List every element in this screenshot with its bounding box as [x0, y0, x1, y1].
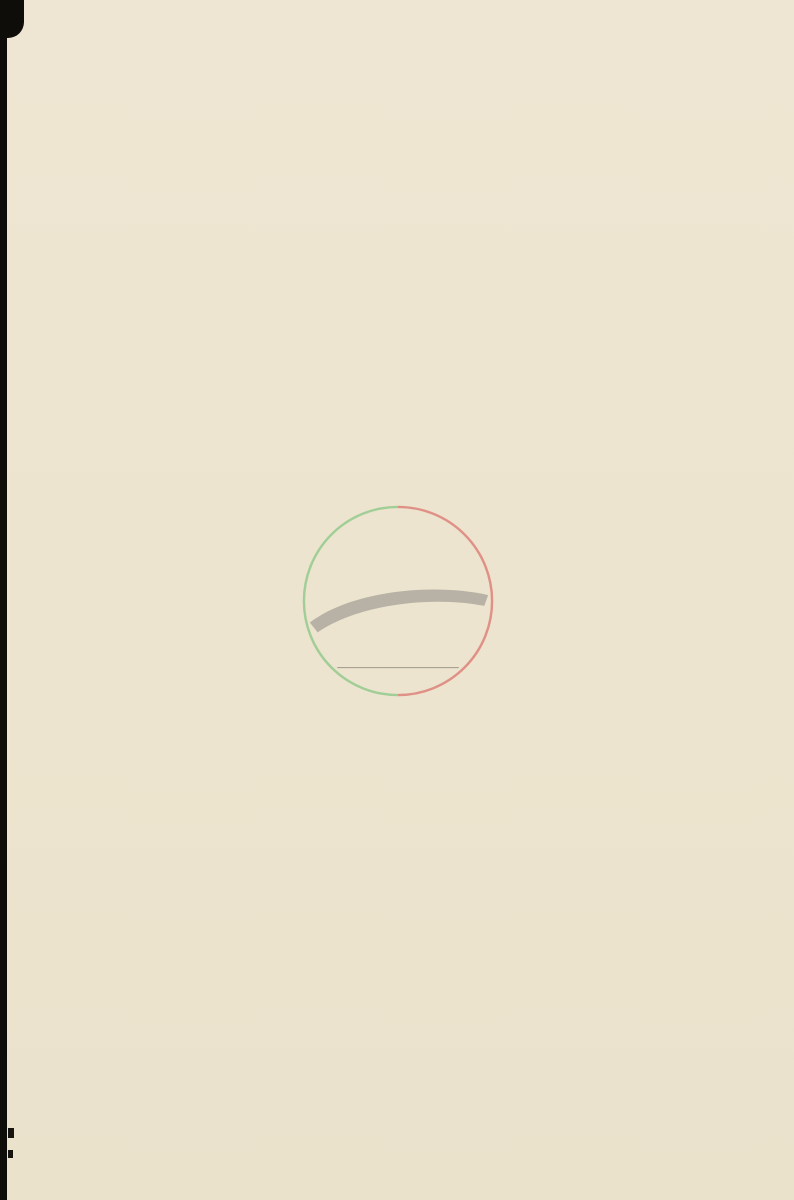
scan-corner-mark [0, 0, 24, 38]
scan-speck [8, 1150, 13, 1158]
toc-content [62, 50, 752, 60]
scan-edge-left [0, 0, 7, 1200]
watermark-swoosh [310, 590, 488, 633]
watermark-logo [300, 503, 496, 699]
scan-speck [8, 1128, 14, 1138]
watermark-ring-right [398, 507, 492, 695]
watermark-svg [300, 503, 496, 699]
watermark-ring-left [304, 507, 398, 695]
